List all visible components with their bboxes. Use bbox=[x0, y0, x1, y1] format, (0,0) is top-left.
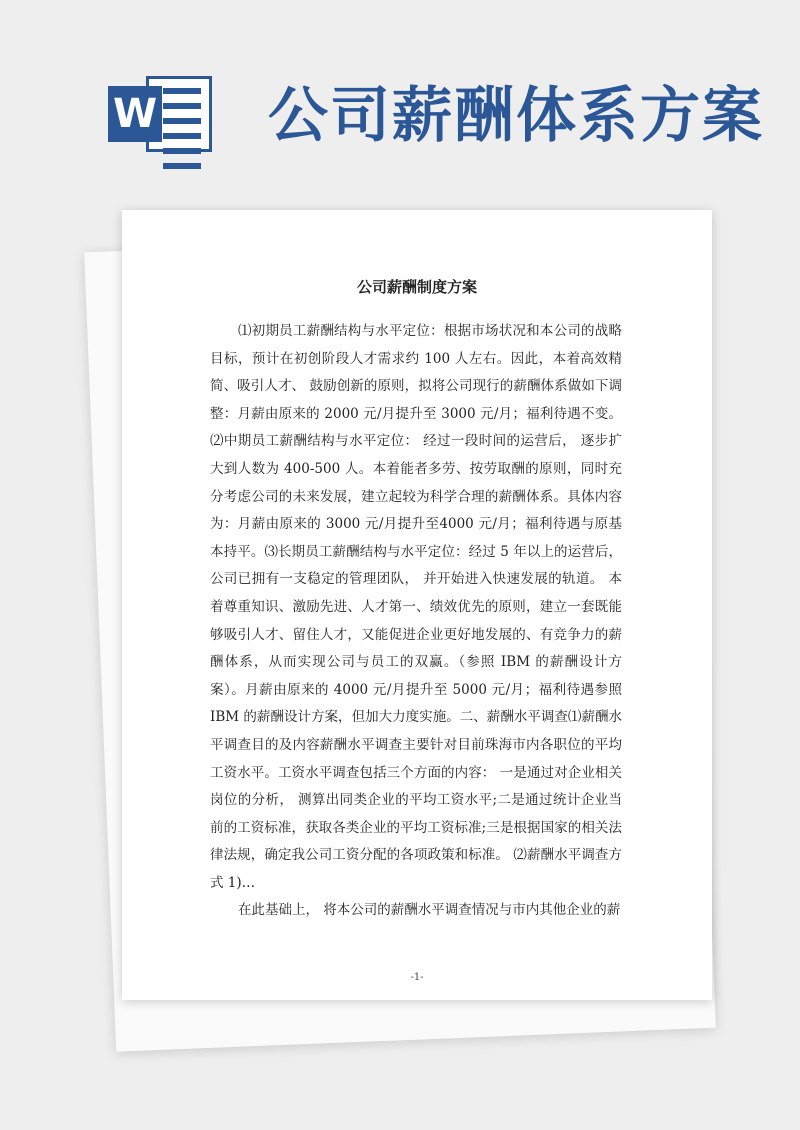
document-page bbox=[122, 210, 712, 1000]
page-number: -1- bbox=[410, 972, 424, 983]
body-paragraph-2: 在此基础上， 将本公司的薪酬水平调查情况与市内其他企业的薪 bbox=[238, 902, 621, 919]
header-banner bbox=[0, 0, 800, 200]
document-title: 公司薪酬制度方案 bbox=[356, 278, 477, 296]
banner-title: 公司薪酬体系方案 bbox=[268, 81, 764, 151]
word-letter: W bbox=[108, 86, 162, 142]
word-document-icon bbox=[108, 72, 212, 156]
document-body bbox=[210, 318, 622, 925]
body-paragraph-1: ⑴初期员工薪酬结构与水平定位：根据市场状况和本公司的战略目标，预计在初创阶段人才需求约 100 人左右。因此，本着高效精简、吸引人才、 鼓励创新的原则，拟将公司现行的薪酬体系做如下调整：月薪由原来的 2000 元/月提升至 3000 元/月；福利待遇不变。 ⑵中期员工薪酬结构与水平定位： 经过一段时间的运营后， 逐步扩大到人数为 400-500 人。本着能者多劳、按劳取酬的原则，同时充分考虑公司的未来发展，建立起较为科学合理的薪酬体系。具体内容为：月薪由原来的 3000 元/月提升至4000 元/月；福利待遇与原基本持平。⑶长期员工薪酬结构与水平定位：经过 5 年以上的运营后，公司已拥有一支稳定的管理团队， 并开始进入快速发展的轨道。 本着尊重知识、激励先进、人才第一、绩效优先的原则，建立一套既能够吸引人才、留住人才，又能促进企业更好地发展的、有竞争力的薪酬体系，从而实现公司与员工的双赢。（参照 IBM 的薪酬设计方案）。月薪由原来的 4000 元/月提升至 5000 元/月；福利待遇参照 IBM 的薪酬设计方案，但加大力度实施。二、薪酬水平调查⑴薪酬水平调查目的及内容薪酬水平调查主要针对目前珠海市内各职位的平均工资水平。工资水平调查包括三个方面的内容： 一是通过对企业相关岗位的分析， 测算出同类企业的平均工资水平;二是通过统计企业当前的工资标准，获取各类企业的平均工资标准;三是根据国家的相关法律法规，确定我公司工资分配的各项政策和标准。 ⑵薪酬水平调查方式 1)… bbox=[210, 323, 622, 891]
